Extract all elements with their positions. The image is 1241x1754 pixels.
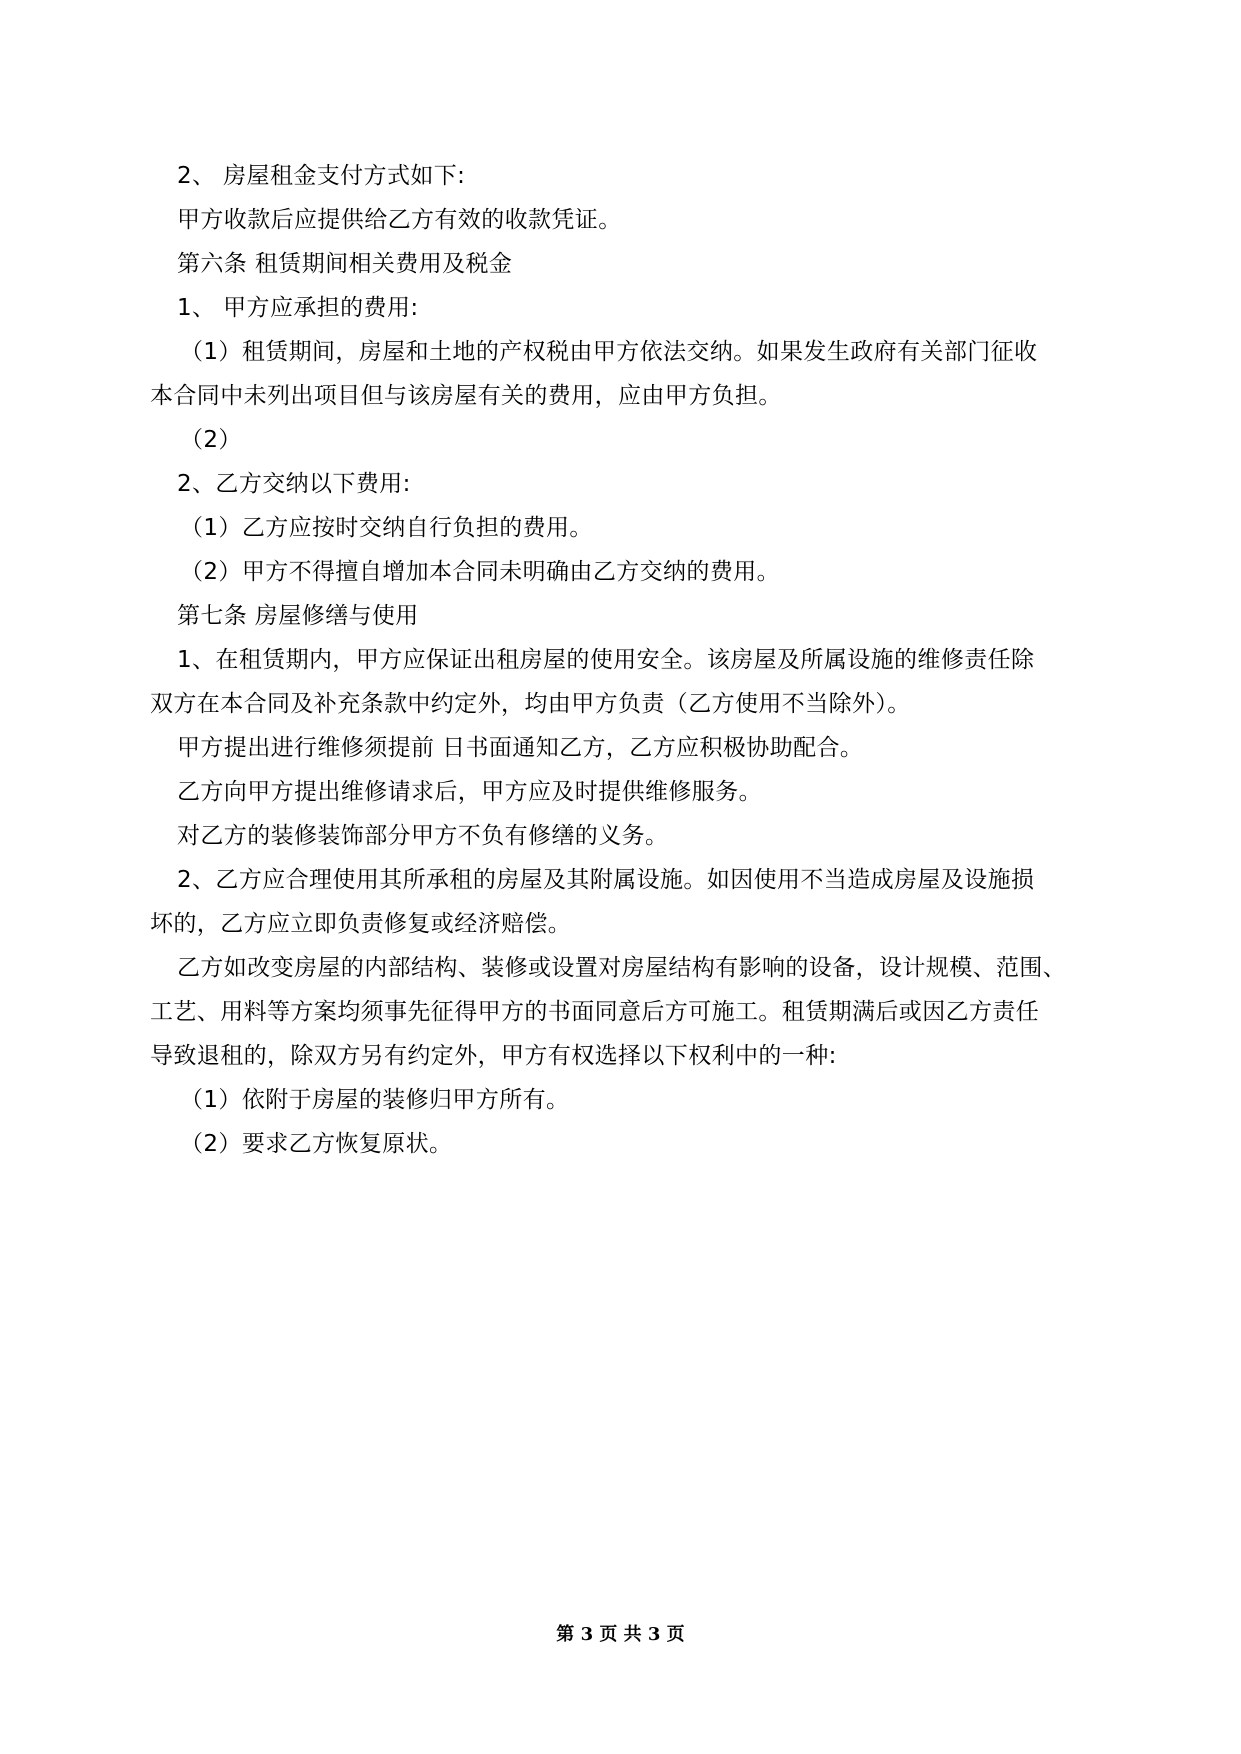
- paragraph-line: （2）甲方不得擅自增加本合同未明确由乙方交纳的费用。: [180, 559, 781, 585]
- paragraph-line: （2）要求乙方恢复原状。: [180, 1131, 453, 1157]
- paragraph-line: 坏的，乙方应立即负责修复或经济赔偿。: [150, 911, 572, 937]
- section-heading: 第七条 房屋修缮与使用: [177, 603, 419, 629]
- paragraph-line: 甲方提出进行维修须提前 日书面通知乙方，乙方应积极协助配合。: [177, 735, 864, 761]
- paragraph-line: （1）租赁期间，房屋和土地的产权税由甲方依法交纳。如果发生政府有关部门征收: [180, 339, 1038, 365]
- paragraph-line: 乙方向甲方提出维修请求后，甲方应及时提供维修服务。: [177, 779, 762, 805]
- paragraph-line: （1）依附于房屋的装修归甲方所有。: [180, 1087, 570, 1113]
- paragraph-line: 双方在本合同及补充条款中约定外，均由甲方负责（乙方使用不当除外）。: [150, 691, 911, 717]
- paragraph-line: 工艺、用料等方案均须事先征得甲方的书面同意后方可施工。租赁期满后或因乙方责任: [150, 999, 1040, 1025]
- paragraph-line: 乙方如改变房屋的内部结构、装修或设置对房屋结构有影响的设备，设计规模、范围、: [177, 955, 1067, 981]
- paragraph-line: 2、 房屋租金支付方式如下:: [177, 163, 466, 189]
- paragraph-line: 1、在租赁期内，甲方应保证出租房屋的使用安全。该房屋及所属设施的维修责任除: [177, 647, 1035, 673]
- paragraph-line: 1、 甲方应承担的费用:: [177, 295, 419, 321]
- paragraph-line: 2、乙方交纳以下费用:: [177, 471, 411, 497]
- paragraph-line: 2、乙方应合理使用其所承租的房屋及其附属设施。如因使用不当造成房屋及设施损: [177, 867, 1035, 893]
- paragraph-line: 对乙方的装修装饰部分甲方不负有修缮的义务。: [177, 823, 669, 849]
- section-heading: 第六条 租赁期间相关费用及税金: [177, 251, 513, 277]
- document-body: [150, 154, 1100, 1166]
- paragraph-line: （2）: [180, 427, 242, 453]
- page-number-footer: 第 3 页 共 3 页: [556, 1624, 685, 1645]
- paragraph-line: 甲方收款后应提供给乙方有效的收款凭证。: [177, 207, 622, 233]
- paragraph-line: （1）乙方应按时交纳自行负担的费用。: [180, 515, 593, 541]
- paragraph-line: 导致退租的，除双方另有约定外，甲方有权选择以下权利中的一种:: [150, 1043, 837, 1069]
- paragraph-line: 本合同中未列出项目但与该房屋有关的费用，应由甲方负担。: [150, 383, 782, 409]
